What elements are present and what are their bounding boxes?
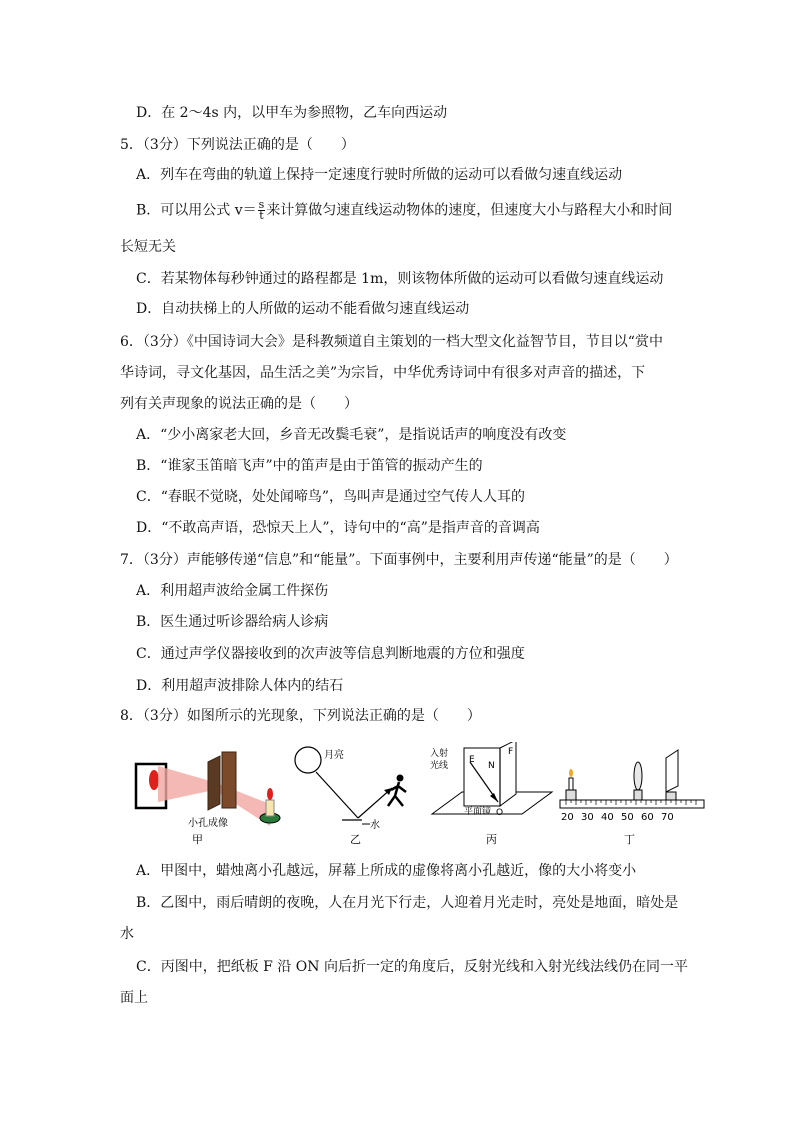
optics-figure [130,742,710,852]
q4-option-d: D．在 2～4s 内，以甲车为参照物，乙车向西运动 [136,105,448,121]
label-e: E [469,755,475,765]
q5-option-c: C．若某物体每秒钟通过的路程都是 1m，则该物体所做的运动可以看做匀速直线运动 [136,271,664,287]
q5-option-b-continuation: 长短无关 [120,239,176,255]
person-head [397,775,404,782]
jia-label: 甲 [192,833,203,846]
q7-stem: 7．（3分）声能够传递“信息”和“能量”。下面事例中，主要利用声传递“能量”的是（ ） [120,552,678,568]
q6-option-a: A．“少小离家老大回，乡音无改鬓毛衰”，是指说话声的响度没有改变 [136,427,567,443]
q7-option-c: C．通过声学仪器接收到的次声波等信息判断地震的方位和强度 [136,646,525,662]
q5-option-b [136,200,672,221]
q6-stem-line1: 6．（3分）《中国诗词大会》是科教频道自主策划的一档大型文化益智节目，节目以“赏中 [120,334,663,350]
optical-bench [560,800,704,808]
q7-option-b: B．医生通过听诊器给病人诊病 [136,614,329,630]
tick-40: 40 [601,812,614,823]
q5-option-a: A．列车在弯曲的轨道上保持一定速度行驶时所做的运动可以看做匀速直线运动 [136,167,623,183]
label-n: N [488,761,495,771]
walking-person-icon [388,782,406,806]
q6-stem-line3: 列有关声现象的说法正确的是（ ） [120,396,358,412]
q5-stem: 5．（3分）下列说法正确的是（ ） [120,137,355,153]
figure-yi [295,747,406,846]
q5-option-b-suffix: 来计算做匀速直线运动物体的速度，但速度大小与路程大小和时间 [266,202,673,219]
velocity-fraction [258,200,266,221]
fraction-numerator: s [258,198,265,211]
convex-lens [634,762,642,790]
ding-label: 丁 [624,833,635,846]
q8-option-b-continuation: 水 [120,926,134,942]
jia-caption: 小孔成像 [188,818,228,829]
bing-label: 丙 [486,833,497,846]
tick-50: 50 [621,812,634,823]
bench-flame [569,769,573,777]
incident-label-2: 光线 [430,761,449,771]
tick-60: 60 [641,812,654,823]
moon-label: 月亮 [324,750,344,761]
q8-option-c-continuation: 面上 [120,990,148,1006]
candle-stand [566,790,576,800]
q5-option-d: D．自动扶梯上的人所做的运动不能看做匀速直线运动 [136,301,470,317]
mirror-label: 平面镜 [464,807,492,817]
figure-bing [430,742,552,846]
q8-option-a: A．甲图中，蜡烛离小孔越远，屏幕上所成的虚像将离小孔越近，像的大小将变小 [136,863,637,879]
lens-stand [634,790,642,800]
label-f: F [508,747,514,757]
candle-flame [267,788,273,800]
yi-label: 乙 [350,833,361,846]
q8-stem: 8．（3分）如图所示的光现象，下列说法正确的是（ ） [120,708,481,724]
q5-option-b-prefix: B．可以用公式 v＝ [136,202,257,219]
bench-candle [569,778,573,790]
water-label: 水 [370,820,380,831]
q6-option-b: B．“谁家玉笛暗飞声”中的笛声是由于笛管的振动产生的 [136,458,483,474]
light-screen [666,750,678,792]
q8-option-b: B．乙图中，雨后晴朗的夜晚，人在月光下行走，人迎着月光走时，亮处是地面，暗处是 [136,895,679,911]
q6-stem-line2: 华诗词，寻文化基因，品生活之美”为宗旨，中华优秀诗词中有很多对声音的描述，下 [120,365,646,381]
screen-stand [666,792,676,800]
tick-70: 70 [661,812,674,823]
figure-jia [136,752,280,846]
pinhole-board [208,756,220,810]
candle [266,800,274,816]
q6-option-d: D．“不敢高声语，恐惊天上人”，诗句中的“高”是指声音的音调高 [136,520,540,536]
tick-20: 20 [561,812,574,823]
q7-option-d: D．利用超声波排除人体内的结石 [136,678,344,694]
fraction-denominator: t [259,209,264,222]
q7-option-a: A．利用超声波给金属工件探伤 [136,583,329,599]
tick-30: 30 [581,812,594,823]
pinhole-board-side [222,752,236,808]
inverted-image [149,770,159,790]
incident-label-1: 入射 [430,749,449,759]
figure-ding [560,750,704,846]
moon [295,747,321,773]
incident-ray [316,772,358,818]
q6-option-c: C．“春眠不觉晓，处处闻啼鸟”，鸟叫声是通过空气传人人耳的 [136,489,526,505]
label-o: O [496,808,504,818]
light-cone-left [158,766,214,802]
q8-option-c: C．丙图中，把纸板 F 沿 ON 向后折一定的角度后，反射光线和入射光线法线仍在同一平 [136,959,688,975]
